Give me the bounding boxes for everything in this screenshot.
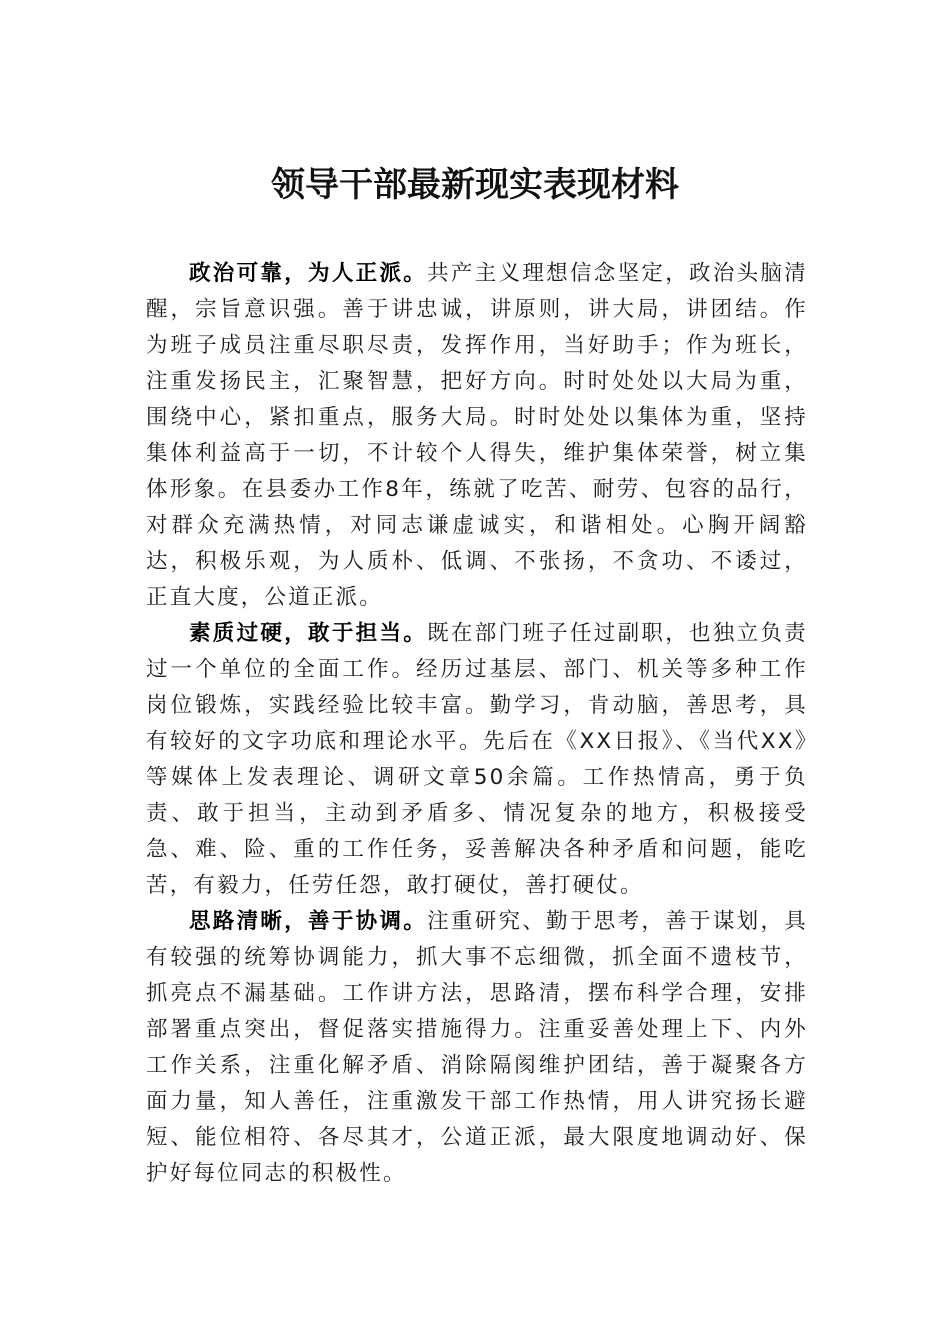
paragraph-heading: 素质过硬，敢于担当。 xyxy=(189,621,428,646)
paragraph-text: 既在部门班子任过副职，也独立负责过一个单位的全面工作。经历过基层、部门、机关等多种工作岗位锻炼，实践经验比较丰富。勤学习，肯动脑，善思考，具有较好的文字功底和理论水平。先后在《XX日报》、《当代XX》等媒体上发表理论、调研文章50余篇。工作热情高，勇于负责、敢于担当，主动到矛盾多、情况复杂的地方，积极接受急、难、险、重的工作任务，妥善解决各种矛盾和问题，能吃苦，有毅力，任劳任怨，敢打硬仗，善打硬仗。 xyxy=(146,621,808,898)
paragraph-heading: 政治可靠，为人正派。 xyxy=(189,261,428,286)
document-body xyxy=(146,256,808,1192)
paragraph-text: 注重研究、勤于思考，善于谋划，具有较强的统筹协调能力，抓大事不忘细微，抓全面不遗枝节，抓亮点不漏基础。工作讲方法，思路清，摆布科学合理，安排部署重点突出，督促落实措施得力。注重妥善处理上下、内外工作关系，注重化解矛盾、消除隔阂维护团结，善于凝聚各方面力量，知人善任，注重激发干部工作热情，用人讲究扬长避短、能位相符、各尽其才，公道正派，最大限度地调动好、保护好每位同志的积极性。 xyxy=(146,909,808,1186)
paragraph-heading: 思路清晰，善于协调。 xyxy=(189,909,428,934)
document-title: 领导干部最新现实表现材料 xyxy=(271,165,679,205)
paragraph-political xyxy=(146,256,808,616)
paragraph-quality xyxy=(146,616,808,904)
paragraph-text: 共产主义理想信念坚定，政治头脑清醒，宗旨意识强。善于讲忠诚，讲原则，讲大局，讲团结。作为班子成员注重尽职尽责，发挥作用，当好助手；作为班长，注重发扬民主，汇聚智慧，把好方向。时时处处以大局为重，围绕中心，紧扣重点，服务大局。时时处处以集体为重，坚持集体利益高于一切，不计较个人得失，维护集体荣誉，树立集体形象。在县委办工作8年，练就了吃苦、耐劳、包容的品行，对群众充满热情，对同志谦虚诚实，和谐相处。心胸开阔豁达，积极乐观，为人质朴、低调、不张扬，不贪功、不诿过，正直大度，公道正派。 xyxy=(146,261,808,610)
paragraph-thinking xyxy=(146,904,808,1192)
